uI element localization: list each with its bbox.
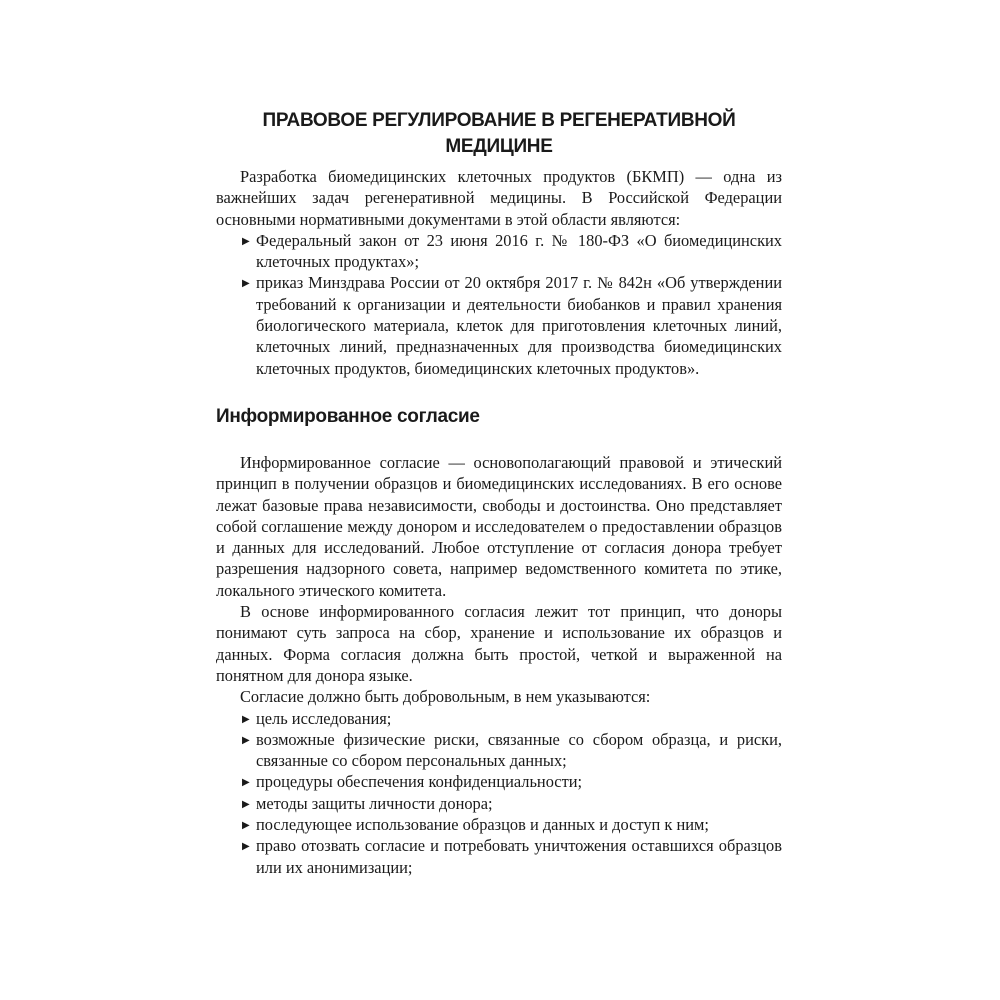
list-item-text: цель исследования; — [256, 708, 392, 728]
list-item-text: методы защиты личности донора; — [256, 793, 493, 813]
list-item — [216, 814, 782, 835]
list-item-text: право отозвать согласие и потребовать уничтожения оставшихся образцов или их анонимизации; — [256, 836, 782, 877]
intro-paragraph: Разработка биомедицинских клеточных продуктов (БКМП) — одна из важнейших задач регенеративной медицины. В Российской Федерации основными нормативными документами в этой области являются: — [216, 167, 782, 229]
chapter-title-line-2: МЕДИЦИНЕ — [445, 136, 553, 157]
list-item-text: последующее использование образцов и данных и доступ к ним; — [256, 815, 709, 835]
list-item — [216, 729, 782, 772]
list-item — [216, 793, 782, 814]
list-item — [216, 771, 782, 792]
section-paragraph-1: Информированное согласие — основополагающий правовой и этический принцип в получении образцов и биомедицинских исследованиях. В его основе лежат базовые права независимости, свободы и достоинства. Оно представляет собой соглашение между донором и исследователем о предоставлении образцов и данных для исследований. Любое отступление от согласия донора требует разрешения надзорного совета, например ведомственного комитета по этике, локального этического комитета. — [216, 452, 782, 600]
list-item — [216, 272, 782, 378]
consent-items-list — [216, 708, 782, 878]
section-paragraph-2: В основе информированного согласия лежит тот принцип, что доноры понимают суть запроса на сбор, хранение и использование их образцов и данных. Форма согласия должна быть простой, четкой и выраженной на понятном для донора языке. — [216, 602, 782, 685]
chapter-title — [216, 108, 782, 160]
list-item — [216, 835, 782, 878]
list-item-text: процедуры обеспечения конфиденциальности; — [256, 772, 583, 792]
triangle-right-icon: ▶ — [242, 841, 250, 853]
triangle-right-icon: ▶ — [242, 777, 250, 789]
triangle-right-icon: ▶ — [242, 734, 250, 746]
triangle-right-icon: ▶ — [242, 235, 250, 247]
section-paragraph-3: Согласие должно быть добровольным, в нем указываются: — [240, 687, 651, 707]
chapter-title-line-1: ПРАВОВОЕ РЕГУЛИРОВАНИЕ В РЕГЕНЕРАТИВНОЙ — [262, 110, 736, 131]
triangle-right-icon: ▶ — [242, 820, 250, 832]
legal-documents-list — [216, 230, 782, 379]
list-item-text: приказ Минздрава России от 20 октября 2017 г. № 842н «Об утверждении требований к организации и деятельности биобанков и правил хранения биологического материала, клеток для приготовления клеточных линий, клеточных линий, предназначенных для производства биомедицинских клеточных продуктов, биомедицинских клеточных продуктов». — [256, 273, 782, 378]
triangle-right-icon: ▶ — [242, 798, 250, 810]
section-heading: Информированное согласие — [216, 405, 480, 427]
list-item-text: Федеральный закон от 23 июня 2016 г. № 180-ФЗ «О биомедицинских клеточных продуктах»; — [256, 230, 782, 272]
triangle-right-icon: ▶ — [242, 713, 250, 725]
list-item-text: возможные физические риски, связанные со сбором образца, и риски, связанные со сбором персональных данных; — [256, 729, 782, 771]
list-item — [216, 708, 782, 729]
document-page — [216, 108, 782, 878]
list-item — [216, 230, 782, 273]
triangle-right-icon: ▶ — [242, 278, 250, 290]
